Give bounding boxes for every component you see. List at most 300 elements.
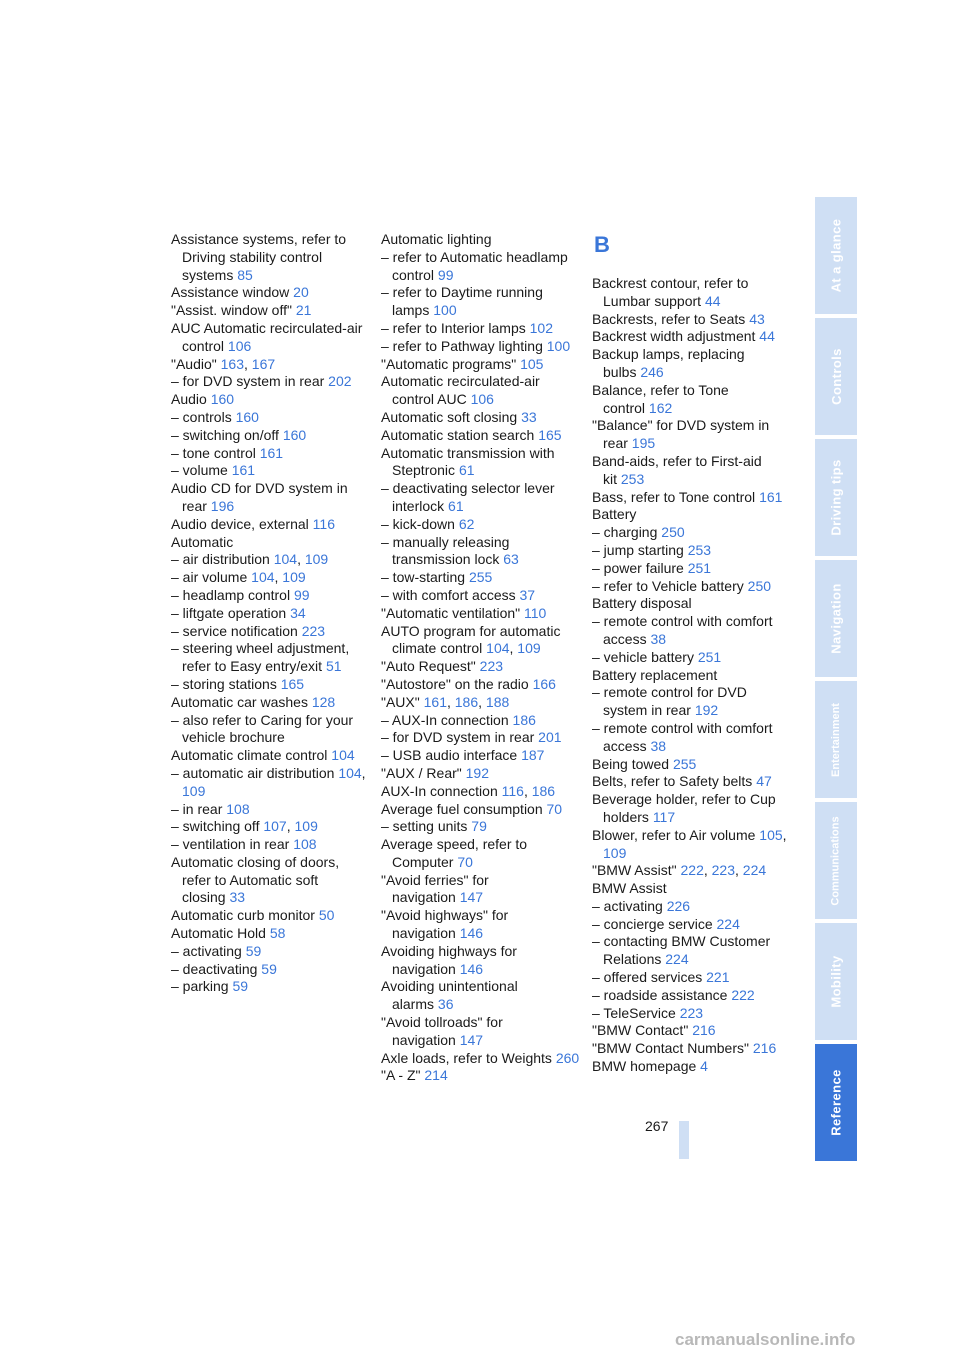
- index-entry-text: BMW homepage: [592, 1058, 697, 1075]
- tab-communications[interactable]: [815, 802, 857, 919]
- index-entry: [171, 445, 371, 463]
- index-entry-text: Bass, refer to Tone control: [592, 488, 756, 505]
- index-entry-text: Automatic soft closing: [381, 408, 518, 425]
- index-entry-text: "BMW Assist": [592, 862, 677, 879]
- page-link[interactable]: 33: [521, 408, 537, 425]
- index-entry: – air distribution 104, 109: [171, 551, 329, 568]
- index-entry: [171, 676, 371, 694]
- index-entry-text: AUC Automatic recirculated-air control: [171, 319, 363, 354]
- index-entry: [171, 409, 371, 427]
- index-entry: [592, 1005, 792, 1023]
- section-letter: B: [594, 232, 610, 257]
- index-entry-text: – AUX-In connection: [381, 711, 509, 728]
- index-entry-text: Automatic station search: [381, 426, 535, 443]
- page-link[interactable]: 104: [486, 640, 510, 657]
- index-entry-text: Average fuel consumption: [381, 800, 543, 817]
- page-link[interactable]: 196: [210, 497, 235, 514]
- index-entry: [171, 284, 371, 302]
- index-column-1: [171, 231, 371, 996]
- index-entry-text: Automatic car washes: [171, 693, 308, 710]
- index-entry-text: – refer to Interior lamps: [381, 319, 526, 336]
- index-entry: [381, 249, 581, 285]
- index-entry-text: – contacting BMW Customer Relations: [592, 933, 771, 968]
- page-link[interactable]: 160: [235, 408, 259, 425]
- index-entry-text: "Avoid tollroads" for navigation: [381, 1014, 503, 1048]
- index-entry-text: – remote control for DVD system in rear: [592, 684, 747, 719]
- index-entry-text: – offered services: [592, 969, 703, 986]
- page-link[interactable]: 255: [672, 755, 697, 772]
- index-column-2: [381, 231, 581, 1085]
- index-entry: [171, 302, 371, 320]
- index-entry: [171, 747, 371, 765]
- index-entry: [381, 658, 581, 676]
- page-link[interactable]: 251: [697, 648, 722, 665]
- index-entry-text: – switching off: [171, 818, 260, 835]
- index-entry: [381, 872, 581, 908]
- index-entry-text: – deactivating selector lever interlock: [381, 480, 555, 514]
- index-entry-text: Audio device, external: [171, 515, 309, 532]
- index-entry-text: Automatic recirculated-air control AUC: [381, 373, 540, 408]
- index-entry: [592, 382, 792, 418]
- index-entry-text: – in rear: [171, 800, 223, 817]
- page-link[interactable]: 20: [293, 284, 309, 301]
- page-link[interactable]: 255: [468, 569, 493, 586]
- page-link[interactable]: 43: [749, 310, 765, 327]
- index-entry: [381, 587, 581, 605]
- page-link[interactable]: 167: [251, 355, 276, 372]
- page-link[interactable]: 192: [465, 764, 489, 781]
- index-entry: [171, 427, 371, 445]
- page-link[interactable]: 34: [290, 604, 306, 621]
- page-link[interactable]: 147: [459, 1031, 484, 1048]
- page-link[interactable]: 109: [603, 844, 627, 861]
- page-link[interactable]: 223: [479, 658, 504, 675]
- index-entry-text: "Balance" for DVD system in rear: [592, 417, 770, 452]
- index-entry: [592, 613, 792, 649]
- page-link[interactable]: 146: [459, 925, 484, 942]
- tab-navigation[interactable]: [815, 560, 857, 677]
- page-link[interactable]: 186: [454, 693, 479, 710]
- index-entry-text: Band-aids, refer to First-aid kit: [592, 452, 762, 487]
- index-entry-text: "Avoid highways" for navigation: [381, 907, 509, 942]
- page-link[interactable]: 109: [294, 818, 318, 835]
- index-entry: [592, 506, 792, 524]
- index-entry: – air volume 104, 109: [171, 569, 306, 586]
- index-entry: [592, 311, 792, 329]
- page-link[interactable]: 50: [318, 907, 335, 924]
- index-entry: [592, 1022, 792, 1040]
- tab-mobility[interactable]: [815, 923, 857, 1040]
- index-entry: [592, 578, 792, 596]
- index-entry: [381, 712, 581, 730]
- page-link[interactable]: 51: [325, 658, 342, 675]
- index-entry: [381, 729, 581, 747]
- tab-driving-tips[interactable]: [815, 439, 857, 556]
- index-entry-text: Battery: [592, 506, 637, 523]
- index-entry: [171, 516, 371, 534]
- index-entry: [171, 231, 371, 284]
- page-link[interactable]: 224: [742, 862, 767, 879]
- page-link[interactable]: 246: [640, 363, 664, 380]
- index-entry: AUX-In connection 116, 186: [381, 782, 556, 799]
- index-entry-text: – refer to Pathway lighting: [381, 337, 543, 354]
- page-link[interactable]: 192: [694, 702, 719, 719]
- index-entry: [592, 933, 792, 969]
- index-entry: [381, 1014, 581, 1050]
- page-link[interactable]: 105: [520, 355, 544, 372]
- page-link[interactable]: 106: [227, 337, 252, 354]
- index-entry: [592, 916, 792, 934]
- index-entry-text: "Automatic programs": [381, 355, 517, 372]
- page-link[interactable]: 38: [650, 737, 667, 754]
- index-entry-text: Balance, refer to Tone control: [592, 381, 729, 416]
- index-entry: [381, 836, 581, 872]
- index-entry-text: – remote control with comfort access: [592, 719, 773, 754]
- page-link[interactable]: 61: [448, 497, 464, 514]
- index-entry: [381, 231, 581, 249]
- index-entry: [592, 453, 792, 489]
- index-entry-text: Assistance systems, refer to Driving stability control systems: [171, 231, 347, 283]
- index-entry: [592, 489, 792, 507]
- page-link[interactable]: 253: [620, 470, 645, 487]
- index-entry-text: "Audio": [171, 355, 217, 372]
- page-link[interactable]: 216: [692, 1022, 716, 1039]
- tab-reference[interactable]: [815, 1044, 857, 1161]
- chapter-tabs: [815, 197, 857, 1165]
- index-entry-text: – also refer to Caring for your vehicle brochure: [171, 711, 354, 746]
- tab-label: Controls: [828, 348, 844, 405]
- page-link[interactable]: 4: [700, 1058, 708, 1075]
- index-entry-text: – remote control with comfort access: [592, 613, 773, 647]
- page-link[interactable]: 250: [747, 577, 772, 594]
- index-entry: [381, 943, 581, 979]
- page-link[interactable]: 37: [519, 586, 536, 603]
- page-link[interactable]: 251: [687, 559, 712, 576]
- page-link[interactable]: 59: [232, 978, 249, 995]
- tab-entertainment[interactable]: [815, 681, 857, 798]
- index-entry: [381, 516, 581, 534]
- index-entry: [171, 373, 371, 391]
- page-link[interactable]: 165: [538, 426, 562, 443]
- index-entry: [592, 649, 792, 667]
- tab-controls[interactable]: [815, 318, 857, 435]
- tab-label: At a glance: [828, 218, 844, 293]
- page-link[interactable]: 70: [546, 800, 563, 817]
- index-entry: [592, 417, 792, 453]
- index-entry: [381, 356, 581, 374]
- page-link[interactable]: 116: [501, 782, 524, 799]
- page-link[interactable]: 108: [226, 800, 250, 817]
- page-link[interactable]: 104: [273, 551, 298, 568]
- index-entry: [381, 534, 581, 570]
- page-link[interactable]: 38: [650, 630, 667, 647]
- page-link[interactable]: 44: [759, 328, 775, 345]
- index-entry-text: – manually releasing transmission lock: [381, 533, 510, 568]
- page-link[interactable]: 165: [280, 675, 305, 692]
- index-entry-text: – for DVD system in rear: [381, 729, 535, 746]
- page-link[interactable]: 224: [716, 915, 740, 932]
- page-link[interactable]: 61: [458, 462, 475, 479]
- page-link[interactable]: 110: [524, 604, 547, 621]
- page-link[interactable]: 188: [485, 693, 510, 710]
- index-entry: [171, 854, 371, 907]
- page-link[interactable]: 99: [437, 266, 454, 283]
- index-entry-text: Audio: [171, 391, 207, 408]
- index-entry: [171, 587, 371, 605]
- index-entry: – switching off 107, 109: [171, 818, 318, 835]
- page-link[interactable]: 100: [433, 302, 457, 319]
- index-entry: [592, 1040, 792, 1058]
- index-entry: [171, 907, 371, 925]
- index-entry: [381, 605, 581, 623]
- page-link[interactable]: 109: [282, 569, 306, 586]
- page-link[interactable]: 253: [687, 541, 712, 558]
- index-entry-text: – jump starting: [592, 541, 684, 558]
- index-entry-text: – ventilation in rear: [171, 836, 290, 853]
- index-entry: [592, 524, 792, 542]
- page-link[interactable]: 128: [311, 693, 336, 710]
- page-link[interactable]: 62: [458, 515, 475, 532]
- page-link[interactable]: 187: [521, 747, 545, 764]
- index-entry: [171, 391, 371, 409]
- page-link[interactable]: 223: [679, 1004, 704, 1021]
- index-entry: [592, 987, 792, 1005]
- index-entry-text: Backrests, refer to Seats: [592, 310, 746, 327]
- page-link[interactable]: 146: [459, 960, 484, 977]
- page-link[interactable]: 108: [293, 836, 317, 853]
- index-entry-text: Automatic lighting: [381, 231, 492, 247]
- index-entry-text: – liftgate operation: [171, 604, 287, 621]
- index-entry-text: Battery disposal: [592, 595, 692, 612]
- index-entry-text: – power failure: [592, 559, 684, 576]
- page-link[interactable]: 107: [263, 818, 287, 835]
- page-link[interactable]: 70: [457, 853, 473, 870]
- index-entry: [171, 640, 371, 676]
- page-link[interactable]: 109: [182, 782, 206, 799]
- page-link[interactable]: 216: [752, 1040, 777, 1057]
- page-link[interactable]: 186: [512, 711, 536, 728]
- index-entry: [381, 765, 581, 783]
- page-link[interactable]: 222: [731, 986, 755, 1003]
- index-entry: [171, 801, 371, 819]
- index-entry: [592, 667, 792, 685]
- index-entry-text: Automatic curb monitor: [171, 907, 315, 924]
- index-entry: [592, 684, 792, 720]
- index-entry: [592, 773, 792, 791]
- page-link[interactable]: 214: [424, 1067, 448, 1084]
- index-entry-text: – deactivating: [171, 960, 258, 977]
- index-entry-text: Backup lamps, replacing bulbs: [592, 346, 745, 380]
- index-entry: [592, 328, 792, 346]
- index-entry-text: – switching on/off: [171, 426, 279, 443]
- index-entry-text: Backrest width adjustment: [592, 328, 756, 345]
- index-entry-text: – setting units: [381, 818, 468, 835]
- index-entry-text: "Automatic ventilation": [381, 604, 521, 621]
- index-entry-text: Backrest contour, refer to Lumbar support: [592, 275, 749, 309]
- index-entry: [592, 969, 792, 987]
- index-entry-text: – refer to Vehicle battery: [592, 577, 744, 594]
- page-link[interactable]: 44: [704, 292, 721, 309]
- page-link[interactable]: 104: [251, 569, 275, 586]
- page-link[interactable]: 166: [532, 675, 556, 692]
- index-entry-text: – tow-starting: [381, 569, 466, 586]
- index-entry-text: Avoiding highways for navigation: [381, 942, 517, 977]
- index-entry-text: – with comfort access: [381, 586, 516, 603]
- index-entry: [381, 480, 581, 516]
- index-entry-text: Axle loads, refer to Weights: [381, 1049, 552, 1066]
- index-entry: [381, 1067, 581, 1085]
- index-entry: "Audio" 163, 167: [171, 355, 276, 372]
- index-entry-text: – vehicle battery: [592, 648, 694, 665]
- page-link[interactable]: 250: [661, 524, 685, 541]
- index-entry: [171, 712, 371, 748]
- page-link[interactable]: 221: [706, 969, 730, 986]
- index-entry-text: – steering wheel adjustment, refer to Easy entry/exit: [171, 640, 350, 675]
- index-entry-text: Audio CD for DVD system in rear: [171, 480, 348, 514]
- page-number-bar: [679, 1121, 689, 1159]
- tab-label: Reference: [828, 1069, 844, 1136]
- page-link[interactable]: 224: [665, 951, 689, 968]
- page-link[interactable]: 33: [229, 889, 246, 906]
- page-link[interactable]: 223: [301, 622, 326, 639]
- index-entry: [381, 818, 581, 836]
- index-entry: [381, 320, 581, 338]
- index-entry: AUTO program for automatic climate control 104, 109: [381, 622, 561, 657]
- page-link[interactable]: 195: [631, 435, 656, 452]
- index-entry-text: – storing stations: [171, 675, 277, 692]
- page-link[interactable]: 63: [503, 551, 519, 568]
- page-link[interactable]: 222: [680, 862, 704, 879]
- index-entry-text: – activating: [592, 897, 663, 914]
- index-entry-text: "Autostore" on the radio: [381, 675, 529, 692]
- page-link[interactable]: 102: [529, 319, 553, 336]
- page-link[interactable]: 105: [759, 826, 783, 843]
- index-entry: [381, 747, 581, 765]
- index-entry: [381, 569, 581, 587]
- index-entry-text: Avoiding unintentional alarms: [381, 978, 518, 1013]
- index-entry-text: – concierge service: [592, 915, 713, 932]
- index-entry-text: – TeleService: [592, 1004, 676, 1021]
- index-entry-text: – charging: [592, 524, 658, 541]
- index-entry-text: "AUX": [381, 693, 420, 710]
- index-entry: [381, 1050, 581, 1068]
- page-link[interactable]: 163: [220, 355, 244, 372]
- index-entry-text: Automatic: [171, 533, 234, 550]
- index-entry-text: Battery replacement: [592, 666, 718, 683]
- index-entry-text: Being towed: [592, 755, 670, 772]
- index-entry-text: – automatic air distribution: [171, 764, 335, 781]
- index-entry: [171, 320, 371, 356]
- page-link[interactable]: 161: [259, 444, 284, 461]
- index-entry: [171, 480, 371, 516]
- index-entry: [592, 898, 792, 916]
- index-entry: – automatic air distribution 104, 109: [171, 764, 366, 799]
- index-entry: [592, 560, 792, 578]
- index-entry-text: – tone control: [171, 444, 256, 461]
- index-entry-text: – air volume: [171, 569, 248, 586]
- page-link[interactable]: 160: [210, 391, 235, 408]
- page-link[interactable]: 21: [295, 302, 312, 319]
- page-link[interactable]: 109: [517, 640, 541, 657]
- tab-at-a-glance[interactable]: [815, 197, 857, 314]
- index-entry: [592, 275, 792, 311]
- page-link[interactable]: 109: [304, 551, 329, 568]
- index-entry-text: Average speed, refer to Computer: [381, 836, 528, 870]
- page-link[interactable]: 59: [245, 942, 262, 959]
- page-link[interactable]: 106: [470, 391, 494, 408]
- page-link[interactable]: 47: [756, 773, 772, 790]
- index-entry: [592, 346, 792, 382]
- index-entry-text: "Auto Request": [381, 658, 476, 675]
- index-entry: [381, 907, 581, 943]
- index-entry: [381, 284, 581, 320]
- page-link[interactable]: 226: [666, 897, 691, 914]
- page-link[interactable]: 36: [437, 996, 454, 1013]
- index-entry: [381, 978, 581, 1014]
- tab-label: Communications: [830, 815, 843, 906]
- page-link[interactable]: 223: [711, 862, 735, 879]
- page-link[interactable]: 104: [331, 747, 355, 764]
- index-entry: [592, 880, 792, 898]
- index-entry-text: Automatic Hold: [171, 925, 266, 942]
- index-entry-text: "Assist. window off": [171, 302, 292, 319]
- index-entry: [171, 925, 371, 943]
- index-entry: [171, 694, 371, 712]
- page-link[interactable]: 58: [269, 925, 286, 942]
- page-link[interactable]: 162: [648, 399, 673, 416]
- page-link[interactable]: 160: [282, 426, 307, 443]
- index-entry-text: AUTO program for automatic climate control: [381, 622, 561, 657]
- page-link[interactable]: 161: [423, 693, 447, 710]
- index-entry: [381, 409, 581, 427]
- index-entry-text: – USB audio interface: [381, 747, 518, 764]
- page-link[interactable]: 161: [759, 488, 783, 505]
- page-link[interactable]: 161: [231, 462, 256, 479]
- index-entry-text: Automatic climate control: [171, 747, 328, 764]
- page-link[interactable]: 79: [471, 818, 487, 835]
- index-entry-text: "Avoid ferries" for navigation: [381, 871, 489, 906]
- page-link[interactable]: 100: [546, 337, 571, 354]
- page-link[interactable]: 202: [328, 373, 352, 390]
- index-entry: [381, 338, 581, 356]
- index-entry-text: – volume: [171, 462, 228, 479]
- footer-watermark: carmanualsonline.info: [675, 1330, 856, 1349]
- index-entry: "AUX" 161, 186, 188: [381, 693, 510, 710]
- index-entry-text: Automatic transmission with Steptronic: [381, 444, 555, 479]
- index-entry-text: Assistance window: [171, 284, 290, 301]
- index-entry: [171, 605, 371, 623]
- index-entry-text: Beverage holder, refer to Cup holders: [592, 791, 776, 825]
- page-link[interactable]: 104: [338, 764, 362, 781]
- page-link[interactable]: 260: [555, 1049, 580, 1066]
- page-link[interactable]: 147: [459, 889, 484, 906]
- page-link[interactable]: 201: [538, 729, 562, 746]
- index-entry-text: – kick-down: [381, 515, 455, 532]
- tab-label: Driving tips: [828, 459, 844, 536]
- index-entry-text: BMW Assist: [592, 880, 667, 897]
- index-entry: [381, 427, 581, 445]
- page-number: 267: [645, 1118, 669, 1134]
- page-link[interactable]: 99: [293, 586, 310, 603]
- page-link[interactable]: 186: [531, 782, 556, 799]
- page-link[interactable]: 117: [652, 808, 676, 825]
- page-link[interactable]: 59: [261, 960, 277, 977]
- tab-label: Entertainment: [830, 702, 842, 777]
- index-entry: [592, 1058, 792, 1076]
- index-entry-text: – refer to Daytime running lamps: [381, 284, 543, 319]
- page-link[interactable]: 116: [312, 515, 335, 532]
- page-link[interactable]: 85: [237, 266, 253, 283]
